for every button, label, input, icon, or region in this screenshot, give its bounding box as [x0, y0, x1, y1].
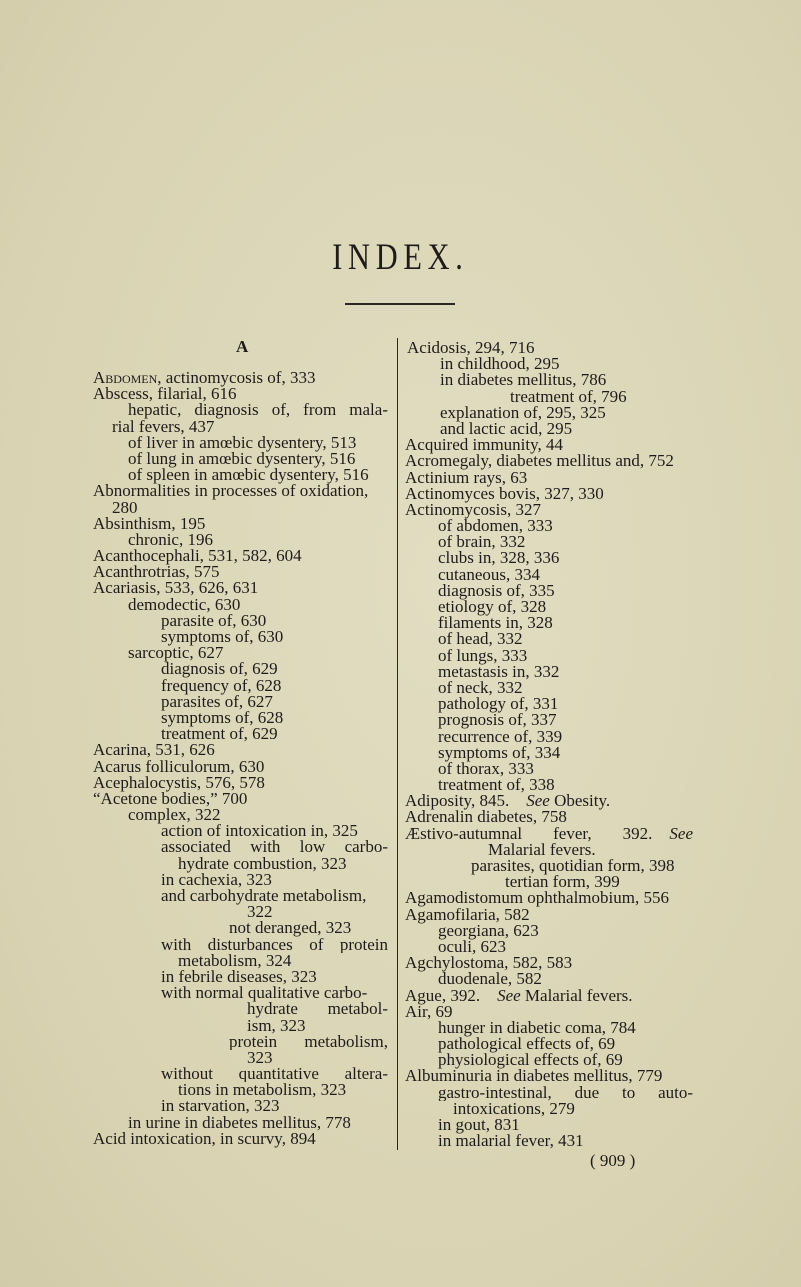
page-title: INDEX. — [332, 237, 469, 278]
index-entry-line: Acarus folliculorum, 630 — [93, 756, 265, 776]
index-entry-line: Agamodistomum ophthalmobium, 556 — [405, 888, 669, 908]
index-entry-line: symptoms of, 630 — [161, 627, 284, 646]
index-entry-line: in gout, 831 — [438, 1115, 520, 1134]
index-entry-line: 323 — [247, 1047, 273, 1067]
page-number: ( 909 ) — [590, 1151, 636, 1170]
index-entry-line: protein metabolism, — [229, 1033, 388, 1050]
index-entry-line: recurrence of, 339 — [438, 726, 563, 746]
index-entry-line: in childhood, 295 — [440, 354, 560, 374]
index-entry-line: associated with low carbo- — [161, 839, 388, 856]
index-entry-line: sarcoptic, 627 — [128, 643, 224, 663]
index-entry-line: Acarina, 531, 626 — [93, 740, 215, 760]
index-entry-line: intoxications, 279 — [453, 1098, 575, 1118]
index-entry-line: duodenale, 582 — [438, 969, 542, 989]
index-entry-line: of spleen in amœbic dysentery, 516 — [128, 465, 369, 485]
index-entry-line: and carbohydrate metabolism, — [161, 886, 367, 905]
index-entry-line: in diabetes mellitus, 786 — [440, 370, 607, 390]
see-reference: See — [669, 825, 693, 842]
index-entry-line: Actinium rays, 63 — [405, 467, 528, 487]
index-entry-line: in urine in diabetes mellitus, 778 — [128, 1112, 351, 1132]
index-entry-line: pathological effects of, 69 — [438, 1034, 616, 1054]
index-entry-line: with normal qualitative carbo- — [161, 983, 368, 1003]
index-entry-line: in malarial fever, 431 — [438, 1131, 584, 1151]
index-entry-line: Acid intoxication, in scurvy, 894 — [93, 1128, 316, 1148]
index-entry-line: complex, 322 — [128, 805, 221, 825]
index-entry-line: and lactic acid, 295 — [440, 418, 573, 438]
index-column-right — [405, 340, 693, 1149]
see-target: Malarial fevers. — [524, 985, 633, 1005]
index-entry-line: treatment of, 338 — [438, 775, 555, 795]
index-entry-line: not deranged, 323 — [229, 918, 352, 938]
index-entry-line: parasites of, 627 — [161, 691, 273, 711]
index-entry-line: Absinthism, 195 — [93, 513, 206, 533]
index-entry-line: Adrenalin diabetes, 758 — [405, 807, 567, 827]
index-entry-line: frequency of, 628 — [161, 675, 282, 695]
index-entry-line: oculi, 623 — [438, 936, 506, 956]
index-entry-line: Acanthrotrias, 575 — [93, 562, 220, 582]
index-entry-line: 280 — [112, 497, 138, 517]
index-entry-line: treatment of, 629 — [161, 724, 278, 744]
index-entry-line: of abdomen, 333 — [438, 516, 553, 536]
index-entry-line: Acquired immunity, 44 — [405, 435, 564, 455]
index-entry-line: in cachexia, 323 — [161, 869, 272, 889]
index-entry-line: Acromegaly, diabetes mellitus and, 752 — [405, 451, 674, 471]
index-entry-line: Albuminuria in diabetes mellitus, 779 — [405, 1066, 663, 1086]
index-entry-line: of neck, 332 — [438, 677, 523, 697]
entry-text: Æstivo-autumnal fever, 392. — [405, 825, 653, 842]
index-entry-line: in febrile diseases, 323 — [161, 966, 317, 986]
index-entry-line: symptoms of, 628 — [161, 707, 284, 727]
index-entry-line: etiology of, 328 — [438, 597, 547, 616]
index-entry-line: action of intoxication in, 325 — [161, 821, 358, 841]
see-target: Obesity. — [554, 791, 611, 811]
index-entry-line: tions in metabolism, 323 — [178, 1080, 347, 1100]
index-entry-line: diagnosis of, 629 — [161, 659, 278, 679]
index-entry-line: filaments in, 328 — [438, 613, 553, 633]
index-entry-line: demodectic, 630 — [128, 594, 241, 614]
index-entry-line: Air, 69 — [405, 1001, 453, 1021]
index-entry-line: of thorax, 333 — [438, 758, 534, 778]
index-entry-line: metastasis in, 332 — [438, 661, 560, 681]
see-reference: See — [497, 985, 521, 1005]
index-entry-line: Actinomycosis, 327 — [405, 499, 541, 519]
index-entry-line: Agchylostoma, 582, 583 — [405, 953, 573, 973]
section-letter-heading: A — [236, 337, 249, 356]
index-entry-line: Malarial fevers. — [488, 839, 596, 859]
index-entry-line: Abscess, filarial, 616 — [93, 384, 237, 404]
index-entry-line: 322 — [247, 902, 273, 922]
index-entry-line: hydrate combustion, 323 — [178, 853, 347, 873]
index-entry-line: prognosis of, 337 — [438, 710, 557, 730]
entry-headword: Abdomen — [93, 368, 158, 387]
index-entry-line: tertian form, 399 — [505, 872, 620, 892]
index-entry-line: gastro-intestinal, due to auto- — [438, 1084, 693, 1101]
index-entry-line: of lung in amœbic dysentery, 516 — [128, 448, 356, 468]
index-entry-line: Acanthocephali, 531, 582, 604 — [93, 546, 302, 566]
index-entry-line: symptoms of, 334 — [438, 742, 561, 762]
index-entry-line: of brain, 332 — [438, 532, 526, 552]
index-entry-line: of liver in amœbic dysentery, 513 — [128, 432, 357, 452]
entry-text: Adiposity, 845. — [405, 791, 510, 811]
index-entry-line: cutaneous, 334 — [438, 564, 540, 584]
index-column-left — [93, 370, 388, 1147]
index-entry-line: of lungs, 333 — [438, 645, 528, 665]
index-entry-line: georgiana, 623 — [438, 920, 539, 940]
index-entry-line: hepatic, diagnosis of, from mala- — [128, 402, 388, 419]
index-entry-line: ism, 323 — [247, 1015, 306, 1035]
index-entry-line: metabolism, 324 — [178, 950, 292, 970]
index-entry-line: treatment of, 796 — [510, 386, 627, 406]
index-entry-line: Actinomyces bovis, 327, 330 — [405, 483, 604, 503]
index-entry-line: Acariasis, 533, 626, 631 — [93, 578, 259, 598]
entry-text: Ague, 392. — [405, 985, 481, 1005]
title-rule — [345, 303, 455, 305]
index-entry-line: “Acetone bodies,” 700 — [93, 788, 248, 808]
index-entry-line: rial fevers, 437 — [112, 416, 215, 436]
index-entry-line: pathology of, 331 — [438, 694, 559, 714]
index-entry-line: Acephalocystis, 576, 578 — [93, 772, 265, 792]
index-entry-line: Acidosis, 294, 716 — [407, 338, 535, 357]
index-entry-line: clubs in, 328, 336 — [438, 548, 560, 568]
index-entry-line: with disturbances of protein — [161, 936, 388, 953]
index-entry-line: of head, 332 — [438, 629, 523, 649]
index-entry-line: hunger in diabetic coma, 784 — [438, 1017, 636, 1037]
index-entry-line: diagnosis of, 335 — [438, 580, 555, 600]
column-divider — [397, 338, 398, 1150]
index-entry-line: explanation of, 295, 325 — [440, 402, 606, 422]
index-entry-line: Agamofilaria, 582 — [405, 904, 530, 924]
index-entry-line: hydrate metabol- — [247, 1001, 388, 1018]
index-entry-line: parasite of, 630 — [161, 610, 267, 630]
index-entry-line: Abnormalities in processes of oxidation, — [93, 481, 369, 501]
index-entry-line: physiological effects of, 69 — [438, 1050, 623, 1070]
index-entry-line: parasites, quotidian form, 398 — [471, 856, 675, 875]
index-entry-line: in starvation, 323 — [161, 1096, 280, 1116]
index-entry-line: without quantitative altera- — [161, 1066, 388, 1083]
see-reference: See — [526, 791, 550, 811]
entry-text: , actinomycosis of, 333 — [157, 368, 316, 387]
index-entry-line: chronic, 196 — [128, 529, 213, 549]
